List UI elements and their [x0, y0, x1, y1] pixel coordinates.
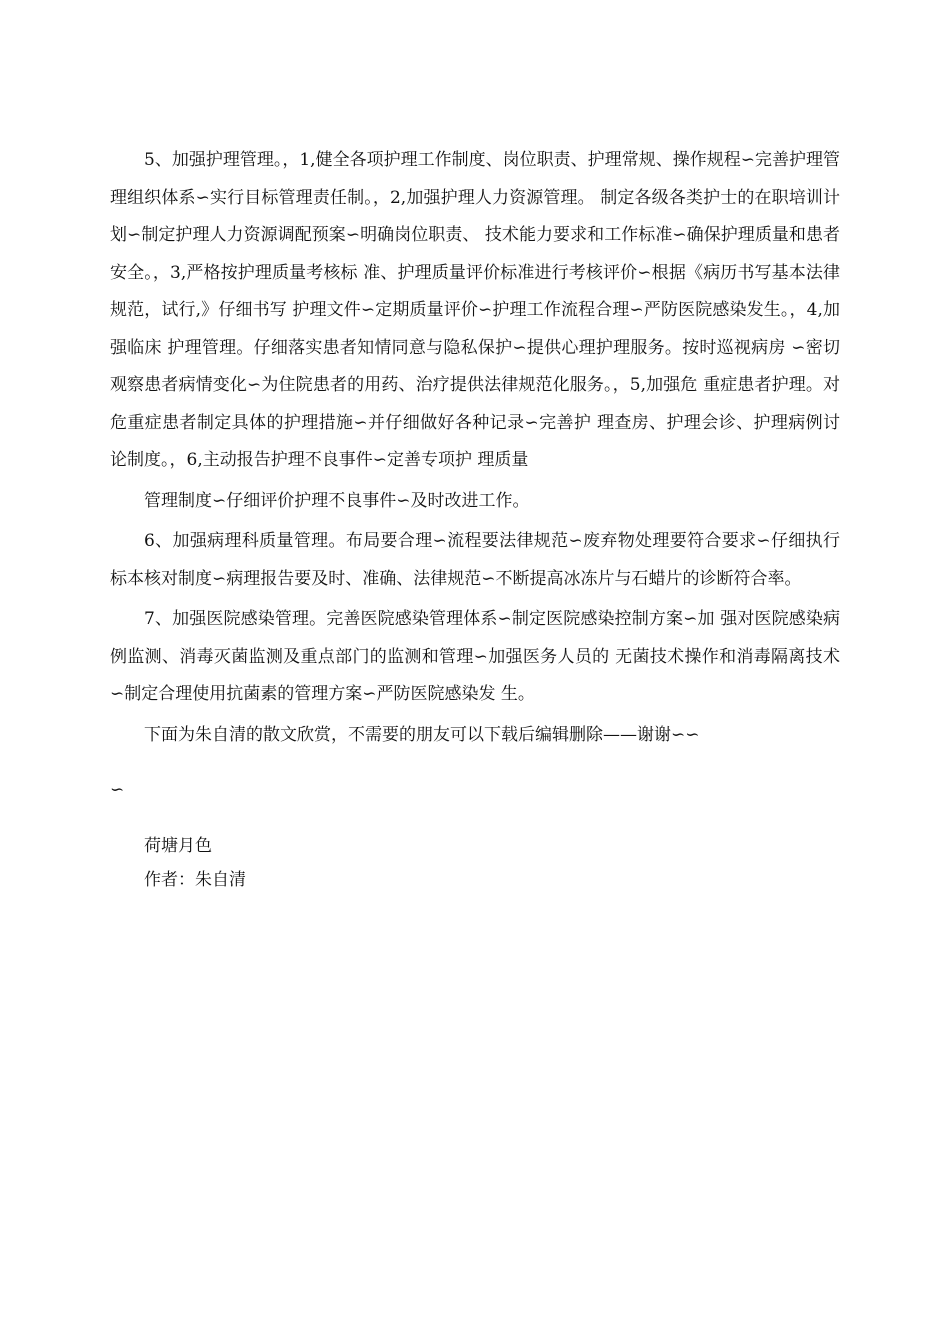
essay-title: 荷塘月色: [144, 836, 212, 856]
paragraph-essay-note: 下面为朱自清的散文欣赏，不需要的朋友可以下载后编辑删除——谢谢∽∽: [144, 724, 700, 745]
trailing-glyph: ∽: [110, 780, 125, 800]
paragraph-nursing-management-continued: 管理制度∽仔细评价护理不良事件∽及时改进工作。: [144, 490, 530, 511]
paragraph-pathology-management: 6、加强病理科质量管理。布局要合理∽流程要法律规范∽废弃物处理要符合要求∽仔细执行标本核对制度∽病理报告要及时、准确、法律规范∽不断提高冰冻片与石蜡片的诊断符合率。: [110, 531, 840, 589]
document-body: [110, 142, 840, 897]
paragraph-infection-management: 7、加强医院感染管理。完善医院感染管理体系∽制定医院感染控制方案∽加 强对医院感染病例监测、消毒灭菌监测及重点部门的监测和管理∽加强医务人员的 无菌技术操作和消毒隔离技术∽制定合理使用抗菌素的管理方案∽严防医院感染发 生。: [110, 609, 840, 704]
paragraph-nursing-management: 5、加强护理管理。，1,健全各项护理工作制度、岗位职责、护理常规、操作规程∽完善护理管理组织体系∽实行目标管理责任制。，2,加强护理人力资源管理。 制定各级各类护士的在职培训计划∽制定护理人力资源调配预案∽明确岗位职责、 技术能力要求和工作标准∽确保护理质量和患者安全。，3,严格按护理质量考核标 准、护理质量评价标准进行考核评价∽根据《病历书写基本法律规范，试行,》仔细书写 护理文件∽定期质量评价∽护理工作流程合理∽严防医院感染发生。，4,加强临床 护理管理。仔细落实患者知情同意与隐私保护∽提供心理护理服务。按时巡视病房 ∽密切观察患者病情变化∽为住院患者的用药、治疗提供法律规范化服务。，5,加强危 重症患者护理。对危重症患者制定具体的护理措施∽并仔细做好各种记录∽完善护 理查房、护理会诊、护理病例讨论制度。，6,主动报告护理不良事件∽定善专项护 理质量: [110, 150, 840, 470]
essay-author: 作者：朱自清: [144, 870, 246, 890]
